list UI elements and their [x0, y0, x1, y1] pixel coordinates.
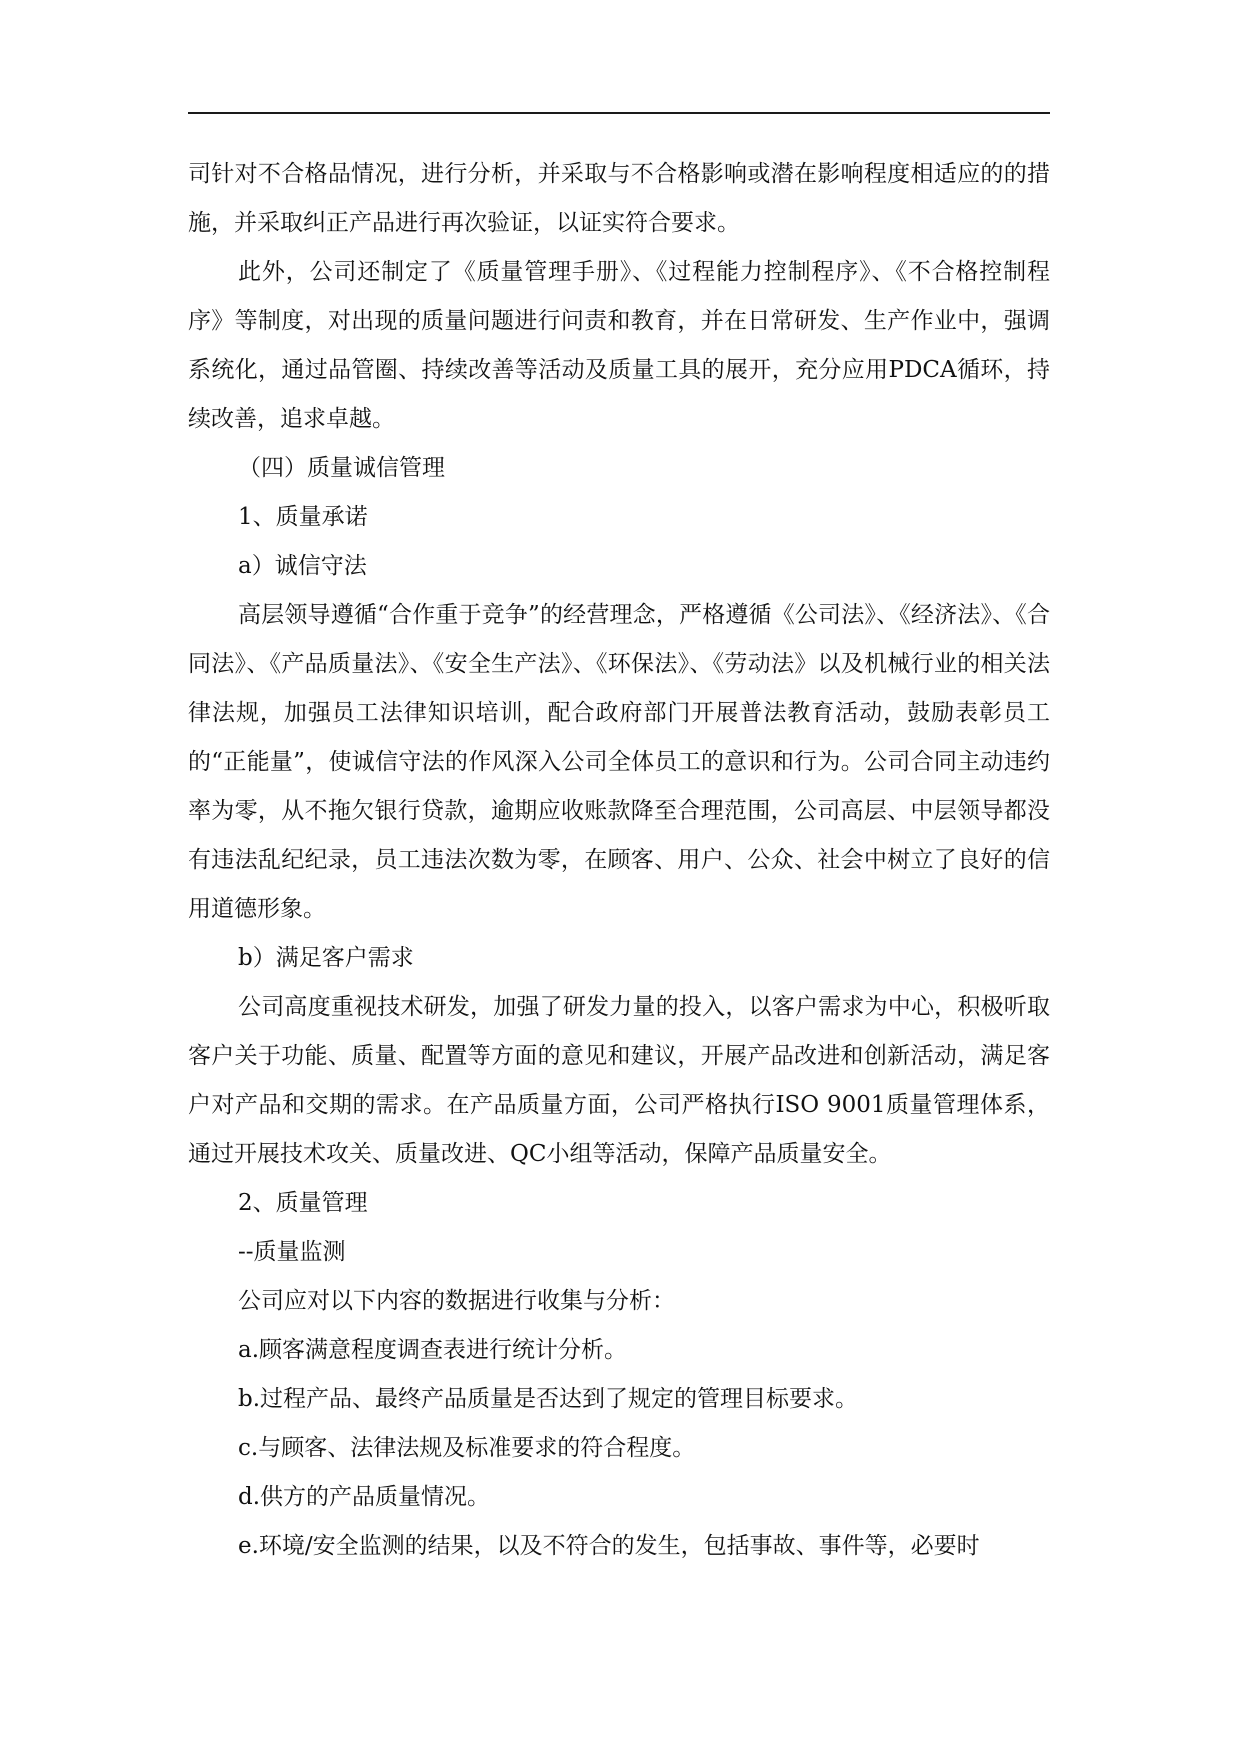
paragraph-law-abiding: 高层领导遵循“合作重于竞争”的经营理念，严格遵循《公司法》、《经济法》、《合同法》、《产品质量法》、《安全生产法》、《环保法》、《劳动法》以及机械行业的相关法律法规，加强员工法律知识培训，配合政府部门开展普法教育活动，鼓励表彰员工的“正能量”，使诚信守法的作风深入公司全体员工的意识和行为。公司合同主动违约率为零，从不拖欠银行贷款，逾期应收账款降至合理范围，公司高层、中层领导都没有违法乱纪纪录，员工违法次数为零，在顾客、用户、公众、社会中树立了良好的信用道德形象。 [188, 602, 1050, 922]
subheading-quality-commitment: 1、质量承诺 [238, 504, 368, 530]
list-item-a: a.顾客满意程度调查表进行统计分析。 [238, 1337, 628, 1363]
list-item-b: b.过程产品、最终产品质量是否达到了规定的管理目标要求。 [238, 1386, 859, 1412]
paragraph-customer-needs: 公司高度重视技术研发，加强了研发力量的投入，以客户需求为中心，积极听取客户关于功能、质量、配置等方面的意见和建议，开展产品改进和创新活动，满足客户对产品和交期的需求。在产品质量方面，公司严格执行ISO 9001质量管理体系，通过开展技术攻关、质量改进、QC小组等活动，保障产品质量安全。 [188, 994, 1050, 1167]
subheading-customer-needs: b）满足客户需求 [238, 945, 414, 971]
section-heading-integrity: （四）质量诚信管理 [238, 455, 445, 481]
paragraph-quality-system: 此外，公司还制定了《质量管理手册》、《过程能力控制程序》、《不合格控制程序》等制度，对出现的质量问题进行问责和教育，并在日常研发、生产作业中，强调系统化，通过品管圈、持续改善等活动及质量工具的展开，充分应用PDCA循环，持续改善，追求卓越。 [188, 259, 1050, 432]
paragraph-continuation: 司针对不合格品情况，进行分析，并采取与不合格影响或潜在影响程度相适应的的措施，并采取纠正产品进行再次验证，以证实符合要求。 [188, 161, 1050, 236]
body-text [188, 150, 1050, 1571]
subheading-quality-management: 2、质量管理 [238, 1190, 368, 1216]
list-item-c: c.与顾客、法律法规及标准要求的符合程度。 [238, 1435, 696, 1461]
list-item-d: d.供方的产品质量情况。 [238, 1484, 491, 1510]
paragraph-data-collection: 公司应对以下内容的数据进行收集与分析： [238, 1288, 675, 1314]
list-item-e: e.环境/安全监测的结果，以及不符合的发生，包括事故、事件等，必要时 [238, 1533, 980, 1559]
subheading-quality-monitoring: --质量监测 [238, 1239, 346, 1265]
header-rule [188, 112, 1050, 114]
subheading-law-abiding: a）诚信守法 [238, 553, 367, 579]
